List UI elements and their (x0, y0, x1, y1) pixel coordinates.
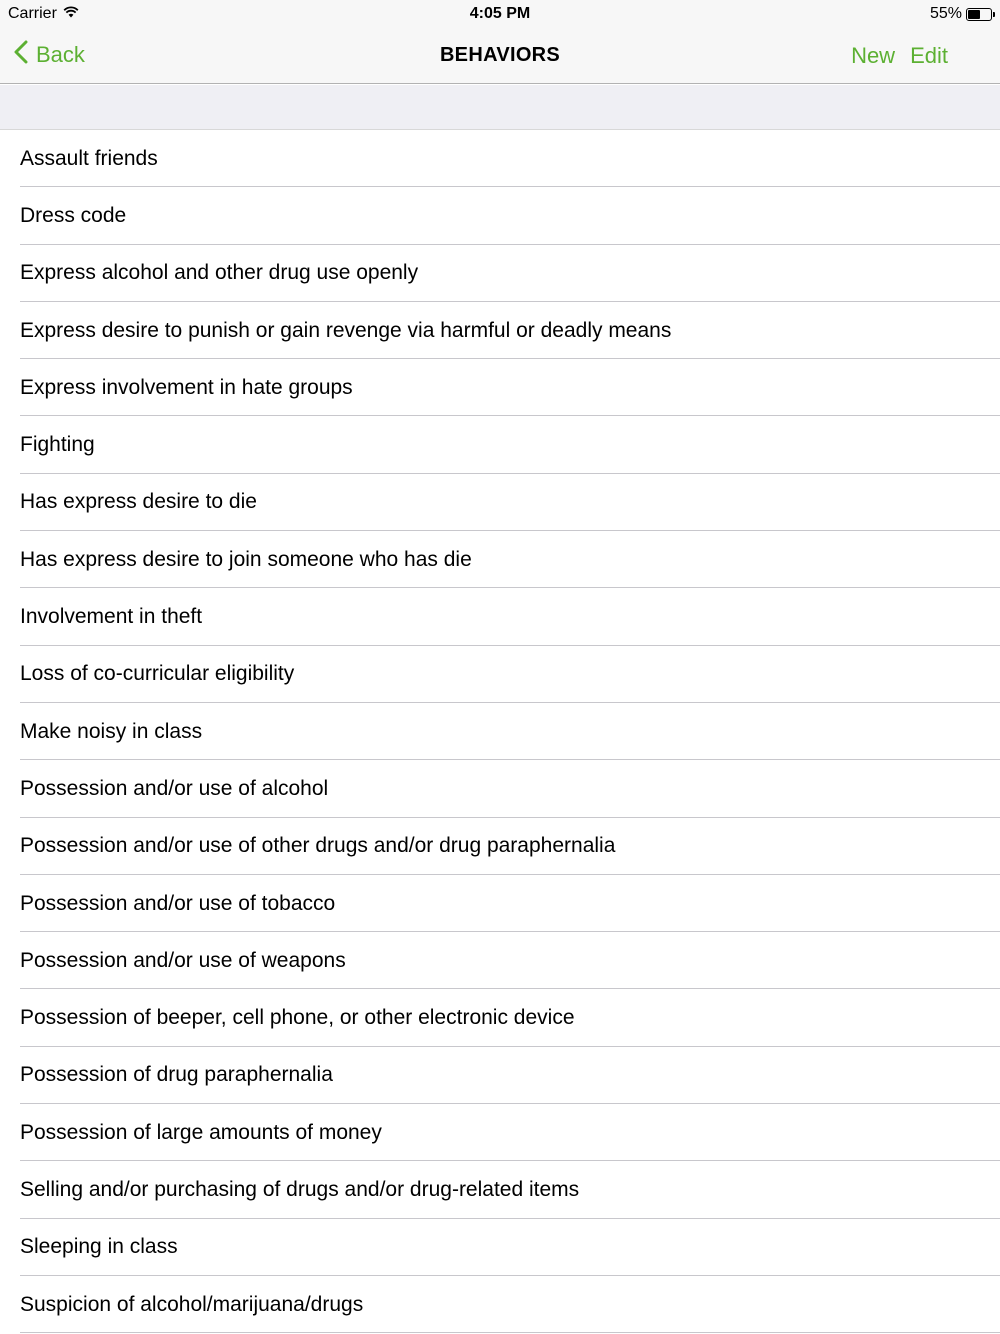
list-item[interactable] (0, 932, 1000, 989)
battery-fill (968, 10, 980, 19)
list-item-label: Fighting (20, 433, 95, 457)
list-item-label: Selling and/or purchasing of drugs and/or drug-related items (20, 1177, 580, 1201)
list-item[interactable] (0, 187, 1000, 244)
list-item[interactable] (0, 760, 1000, 817)
list-item[interactable] (0, 875, 1000, 932)
list-item-label: Assault friends (20, 146, 158, 170)
list-item[interactable] (0, 703, 1000, 760)
list-item-label: Possession and/or use of tobacco (20, 891, 336, 915)
edit-button[interactable]: Edit (910, 43, 948, 68)
list-item-label: Express alcohol and other drug use openly (20, 261, 419, 285)
status-right (930, 5, 992, 23)
list-item[interactable] (0, 588, 1000, 645)
list-item-label: Possession and/or use of weapons (20, 948, 346, 972)
list-item[interactable] (0, 245, 1000, 302)
list-item[interactable] (0, 359, 1000, 416)
list-item[interactable] (0, 1047, 1000, 1104)
list-item-label: Express desire to punish or gain revenge via harmful or deadly means (20, 318, 672, 342)
list-item-label: Has express desire to die (20, 490, 257, 514)
list-item-label: Involvement in theft (20, 605, 203, 629)
list-item[interactable] (0, 646, 1000, 703)
list-item-label: Make noisy in class (20, 719, 203, 743)
list-item-label: Possession of large amounts of money (20, 1120, 382, 1144)
list-item[interactable] (0, 302, 1000, 359)
behavior-list (0, 130, 1000, 1333)
list-item[interactable] (0, 1276, 1000, 1333)
list-item-label: Suspicion of alcohol/marijuana/drugs (20, 1292, 364, 1316)
list-item[interactable] (0, 989, 1000, 1046)
back-label: Back (36, 42, 85, 67)
list-item[interactable] (0, 1161, 1000, 1218)
list-item-label: Express involvement in hate groups (20, 375, 353, 399)
navigation-bar (0, 28, 1000, 84)
battery-tip (993, 12, 995, 17)
list-item-label: Loss of co-curricular eligibility (20, 662, 295, 686)
list-item[interactable] (0, 130, 1000, 187)
battery-icon (966, 8, 992, 21)
section-header (0, 85, 1000, 130)
page-title: BEHAVIORS (439, 44, 561, 66)
list-item[interactable] (0, 1219, 1000, 1276)
nav-actions (851, 43, 948, 69)
list-item-label: Possession of drug paraphernalia (20, 1063, 333, 1087)
status-bar (0, 0, 1000, 28)
list-item[interactable] (0, 531, 1000, 588)
list-item-label: Possession of beeper, cell phone, or other electronic device (20, 1006, 575, 1030)
list-item-label: Possession and/or use of other drugs and/or drug paraphernalia (20, 834, 616, 858)
list-item-label: Sleeping in class (20, 1235, 178, 1259)
list-item[interactable] (0, 1104, 1000, 1161)
list-item-label: Possession and/or use of alcohol (20, 776, 329, 800)
battery-percent: 55% (929, 5, 962, 22)
list-item-label: Has express desire to join someone who has die (20, 547, 472, 571)
new-button[interactable]: New (851, 43, 896, 68)
carrier-label: Carrier (8, 5, 57, 22)
list-item-label: Dress code (20, 203, 127, 227)
list-item[interactable] (0, 474, 1000, 531)
list-item[interactable] (0, 818, 1000, 875)
status-time: 4:05 PM (469, 5, 531, 22)
list-item[interactable] (0, 416, 1000, 473)
